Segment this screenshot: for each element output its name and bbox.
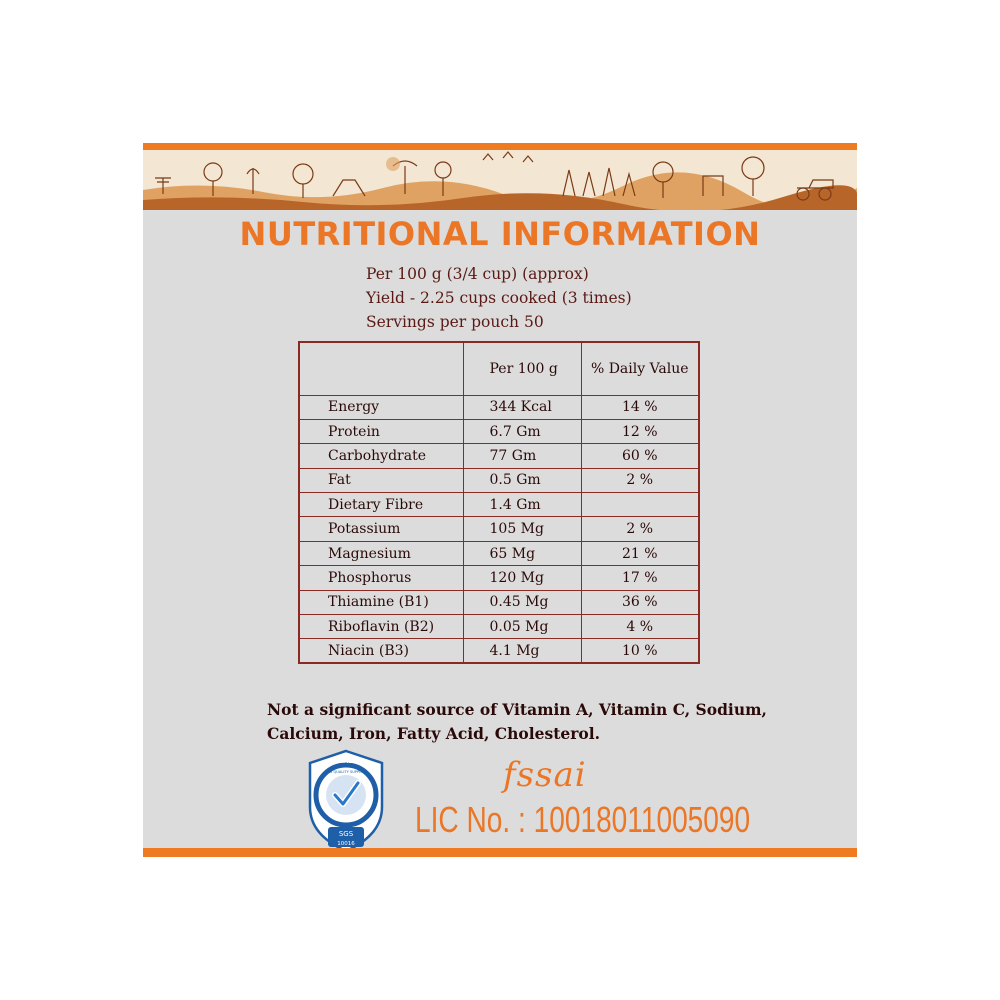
top-orange-bar [143,143,857,150]
nutrient-name: Potassium [299,517,463,541]
nutrient-daily-value [581,493,699,517]
nutrient-daily-value: 4 % [581,615,699,639]
nutrient-name: Fat [299,468,463,492]
nutrient-daily-value: 10 % [581,639,699,663]
nutrient-amount: 6.7 Gm [463,419,581,443]
nutrient-amount: 65 Mg [463,541,581,565]
table-row [299,444,699,468]
page-title: NUTRITIONAL INFORMATION [239,215,761,253]
sgs-certification-badge-icon [306,749,386,853]
serving-size: Per 100 g (3/4 cup) (approx) [366,265,589,283]
badge-code: 10016 [337,841,355,847]
footnote-line-1: Not a significant source of Vitamin A, Vitamin C, Sodium, [267,700,767,719]
badge-org: SGS [338,830,354,838]
nutrient-amount: 4.1 Mg [463,639,581,663]
nutrient-daily-value: 12 % [581,419,699,443]
table-row [299,590,699,614]
fssai-logo: fssai [503,755,587,795]
table-row [299,639,699,663]
header-daily-value: % Daily Value [581,342,699,395]
farm-scene-banner [143,150,857,210]
nutrient-name: Niacin (B3) [299,639,463,663]
serving-info [366,262,632,334]
table-row [299,615,699,639]
nutrient-daily-value: 17 % [581,566,699,590]
table-row [299,566,699,590]
serving-yield: Yield - 2.25 cups cooked (3 times) [366,289,632,307]
header-nutrient [299,342,463,395]
table-row [299,493,699,517]
nutrient-daily-value: 2 % [581,468,699,492]
nutrition-table [298,341,700,664]
nutrient-daily-value: 21 % [581,541,699,565]
badge-arc-text: SQS QUALITY SUPPLIER [324,770,368,774]
bottom-orange-bar [143,848,857,857]
nutrient-name: Phosphorus [299,566,463,590]
nutrient-name: Riboflavin (B2) [299,615,463,639]
nutrient-daily-value: 2 % [581,517,699,541]
servings-per-pouch: Servings per pouch 50 [366,313,544,331]
table-row [299,419,699,443]
nutrient-amount: 0.05 Mg [463,615,581,639]
nutrient-daily-value: 14 % [581,395,699,419]
nutrient-daily-value: 60 % [581,444,699,468]
nutrient-daily-value: 36 % [581,590,699,614]
nutrition-panel [143,143,857,857]
nutrient-amount: 0.5 Gm [463,468,581,492]
license-number: LIC No. : 10018011005090 [415,799,751,840]
nutrient-amount: 105 Mg [463,517,581,541]
footnote [267,698,767,746]
nutrient-name: Protein [299,419,463,443]
nutrient-name: Magnesium [299,541,463,565]
table-row [299,541,699,565]
badge-top-text: CERTIFIED BY [325,759,367,765]
table-header-row [299,342,699,395]
nutrient-amount: 77 Gm [463,444,581,468]
nutrient-amount: 344 Kcal [463,395,581,419]
table-row [299,517,699,541]
nutrient-name: Energy [299,395,463,419]
footnote-line-2: Calcium, Iron, Fatty Acid, Cholesterol. [267,724,601,743]
nutrient-name: Carbohydrate [299,444,463,468]
table-row [299,468,699,492]
nutrient-amount: 0.45 Mg [463,590,581,614]
nutrient-amount: 120 Mg [463,566,581,590]
nutrient-name: Dietary Fibre [299,493,463,517]
nutrient-amount: 1.4 Gm [463,493,581,517]
header-per-100g: Per 100 g [463,342,581,395]
nutrient-name: Thiamine (B1) [299,590,463,614]
table-row [299,395,699,419]
